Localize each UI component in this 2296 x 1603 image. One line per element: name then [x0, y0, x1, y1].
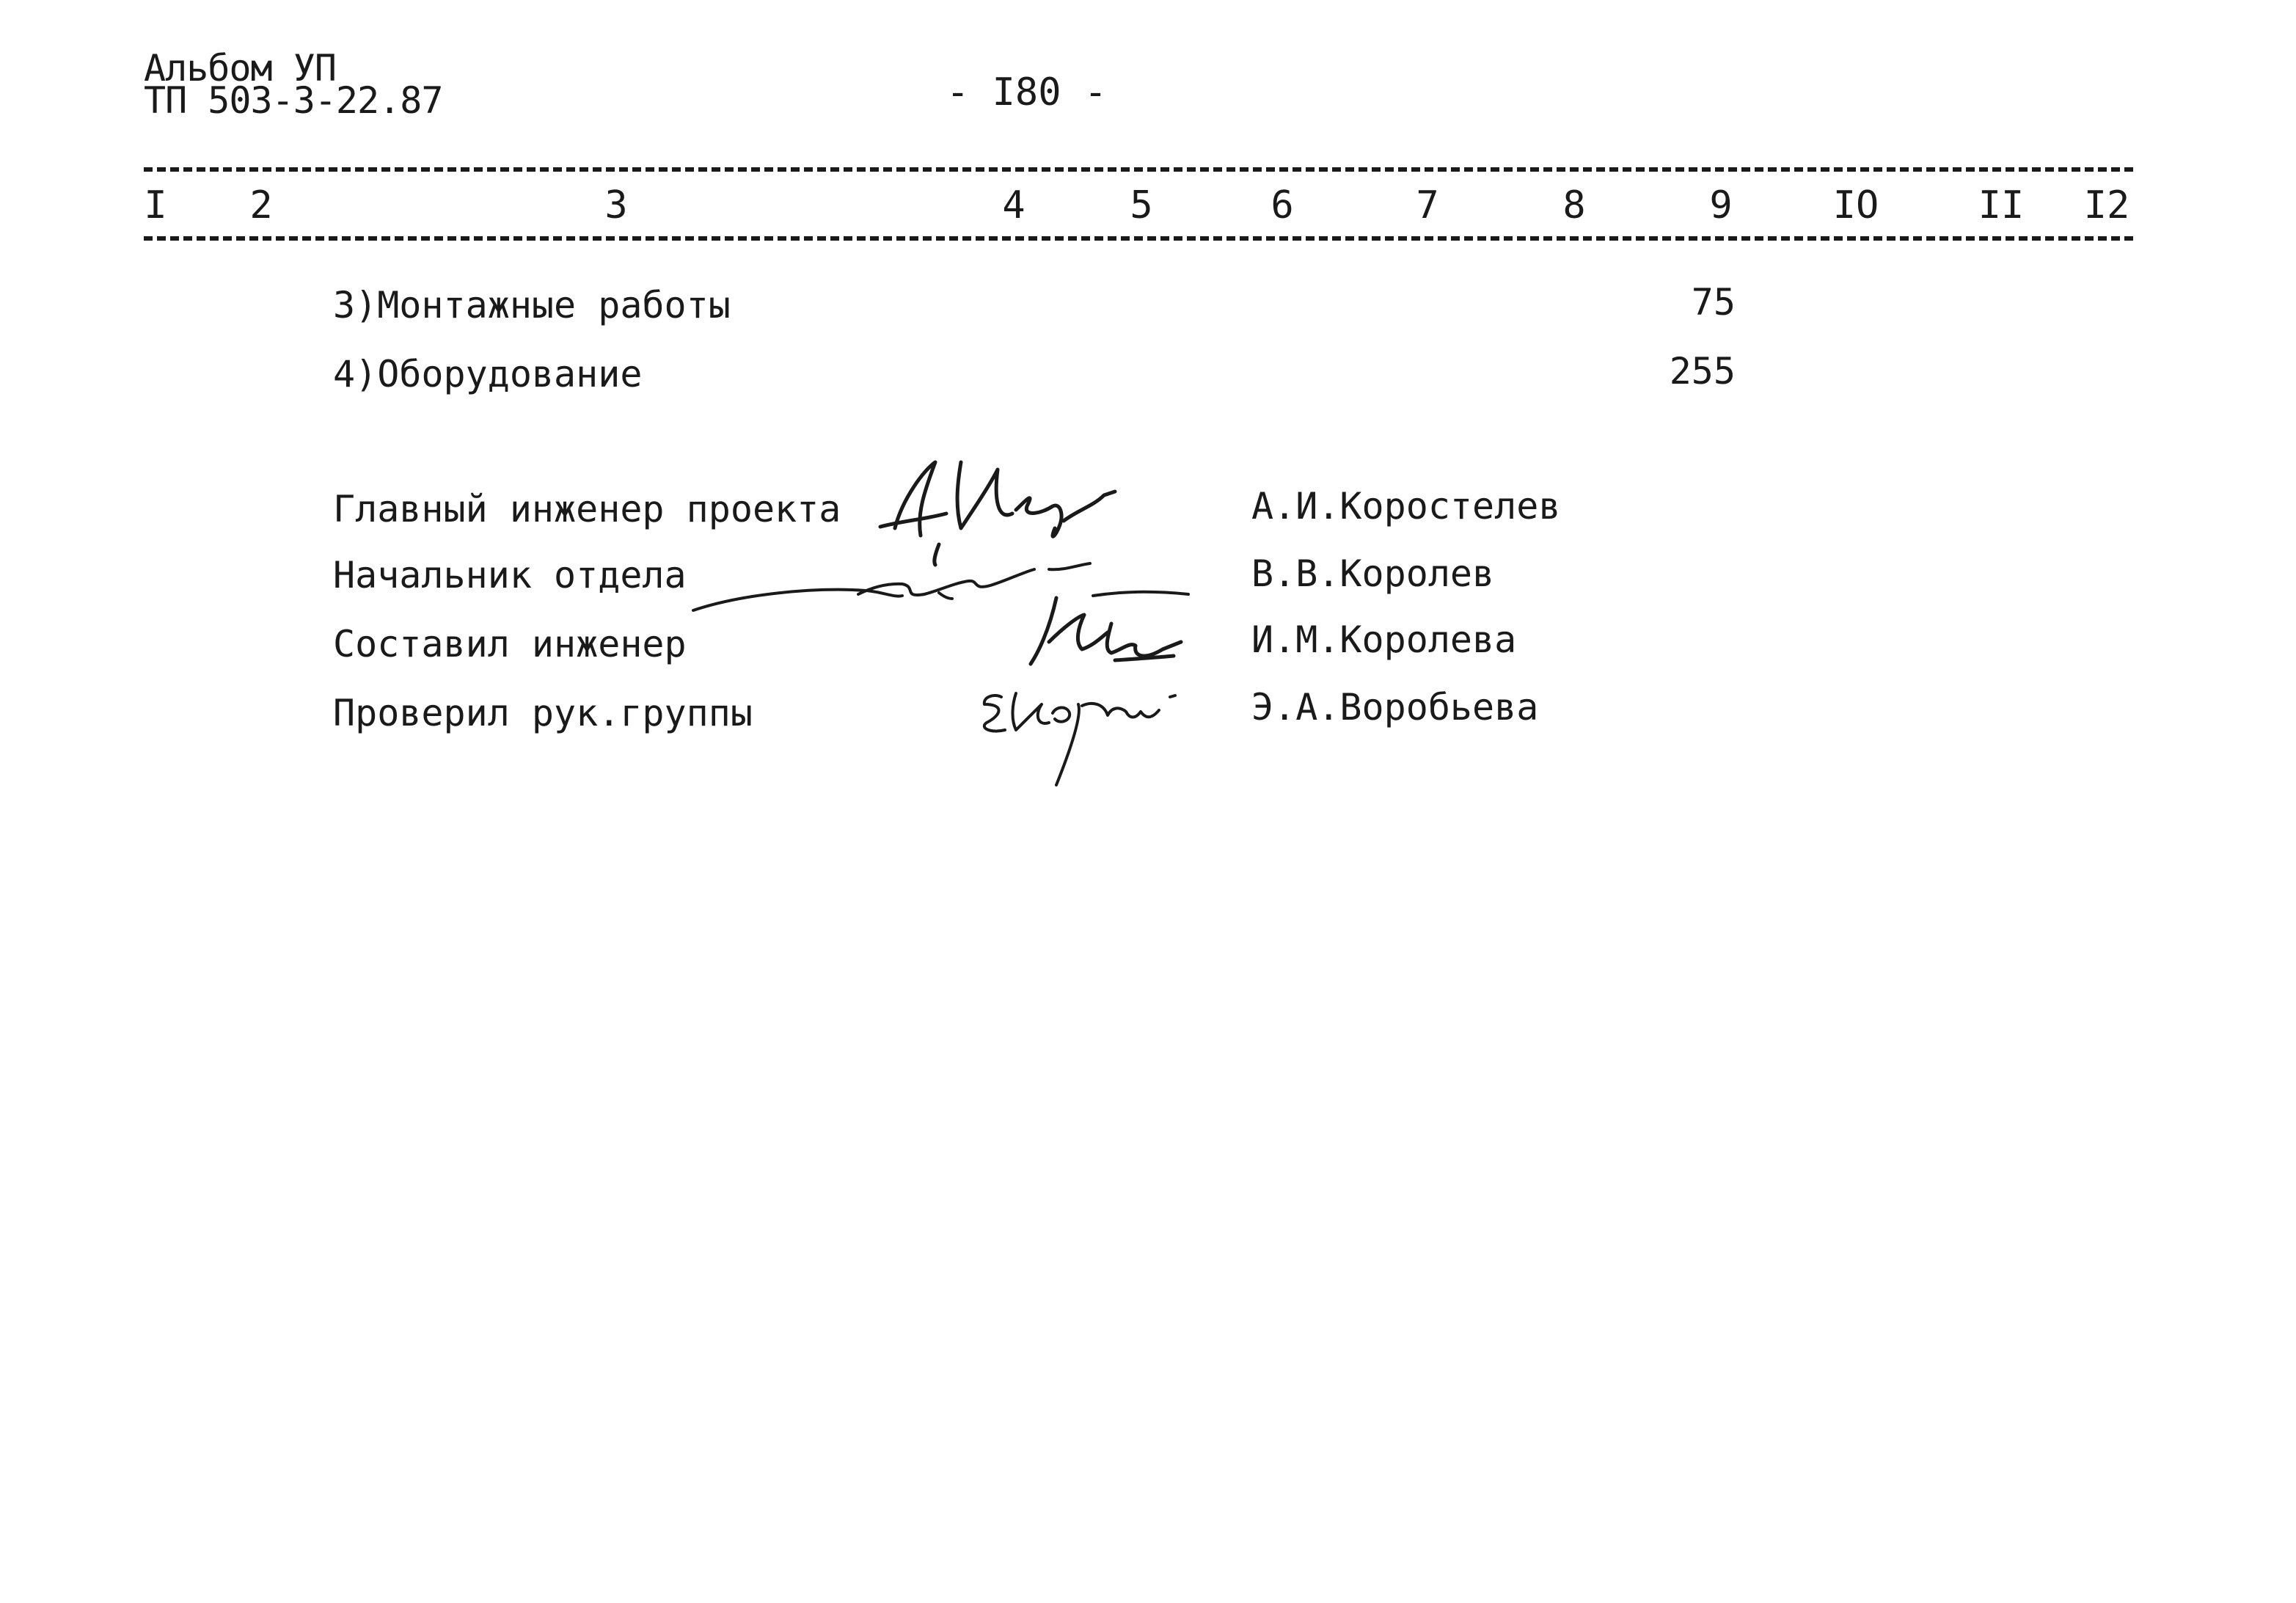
name-compiled-by: И.М.Королева	[1251, 618, 1517, 661]
column-number-4: 4	[1002, 183, 1025, 227]
table-header-bottom-rule	[144, 236, 2133, 241]
column-number-2: 2	[249, 183, 273, 227]
signature-checked-by	[984, 693, 1175, 785]
column-number-1: I	[144, 183, 167, 227]
column-number-7: 7	[1416, 183, 1439, 227]
page-number: - I80 -	[946, 70, 1108, 114]
column-number-3: 3	[604, 183, 628, 227]
row-value-installation: 75	[1691, 281, 1736, 324]
row-label-equipment: 4)Оборудование	[333, 353, 643, 395]
column-number-10: IO	[1832, 183, 1879, 227]
column-number-9: 9	[1709, 183, 1733, 227]
role-compiled-by: Составил инженер	[333, 623, 687, 665]
name-chief-engineer: А.И.Коростелев	[1251, 485, 1561, 527]
name-checked-by: Э.А.Воробьева	[1251, 686, 1539, 729]
role-department-head: Начальник отдела	[333, 554, 687, 596]
column-number-11: II	[1978, 183, 2025, 227]
name-department-head: В.В.Королев	[1251, 552, 1495, 595]
role-chief-engineer: Главный инженер проекта	[333, 488, 841, 530]
row-label-installation: 3)Монтажные работы	[333, 284, 731, 326]
column-number-8: 8	[1562, 183, 1586, 227]
column-number-12: I2	[2083, 183, 2130, 227]
table-top-rule	[144, 167, 2133, 172]
role-checked-by: Проверил рук.группы	[333, 692, 753, 734]
column-number-6: 6	[1271, 183, 1294, 227]
signature-compiled-by	[1031, 598, 1181, 664]
project-code: ТП 503-3-22.87	[144, 79, 443, 122]
signature-chief-engineer	[880, 462, 1115, 565]
handwritten-signatures	[682, 440, 1240, 807]
column-number-5: 5	[1130, 183, 1153, 227]
album-label: Альбом УП	[144, 47, 336, 90]
row-value-equipment: 255	[1669, 350, 1736, 392]
signature-department-head	[693, 563, 1188, 610]
